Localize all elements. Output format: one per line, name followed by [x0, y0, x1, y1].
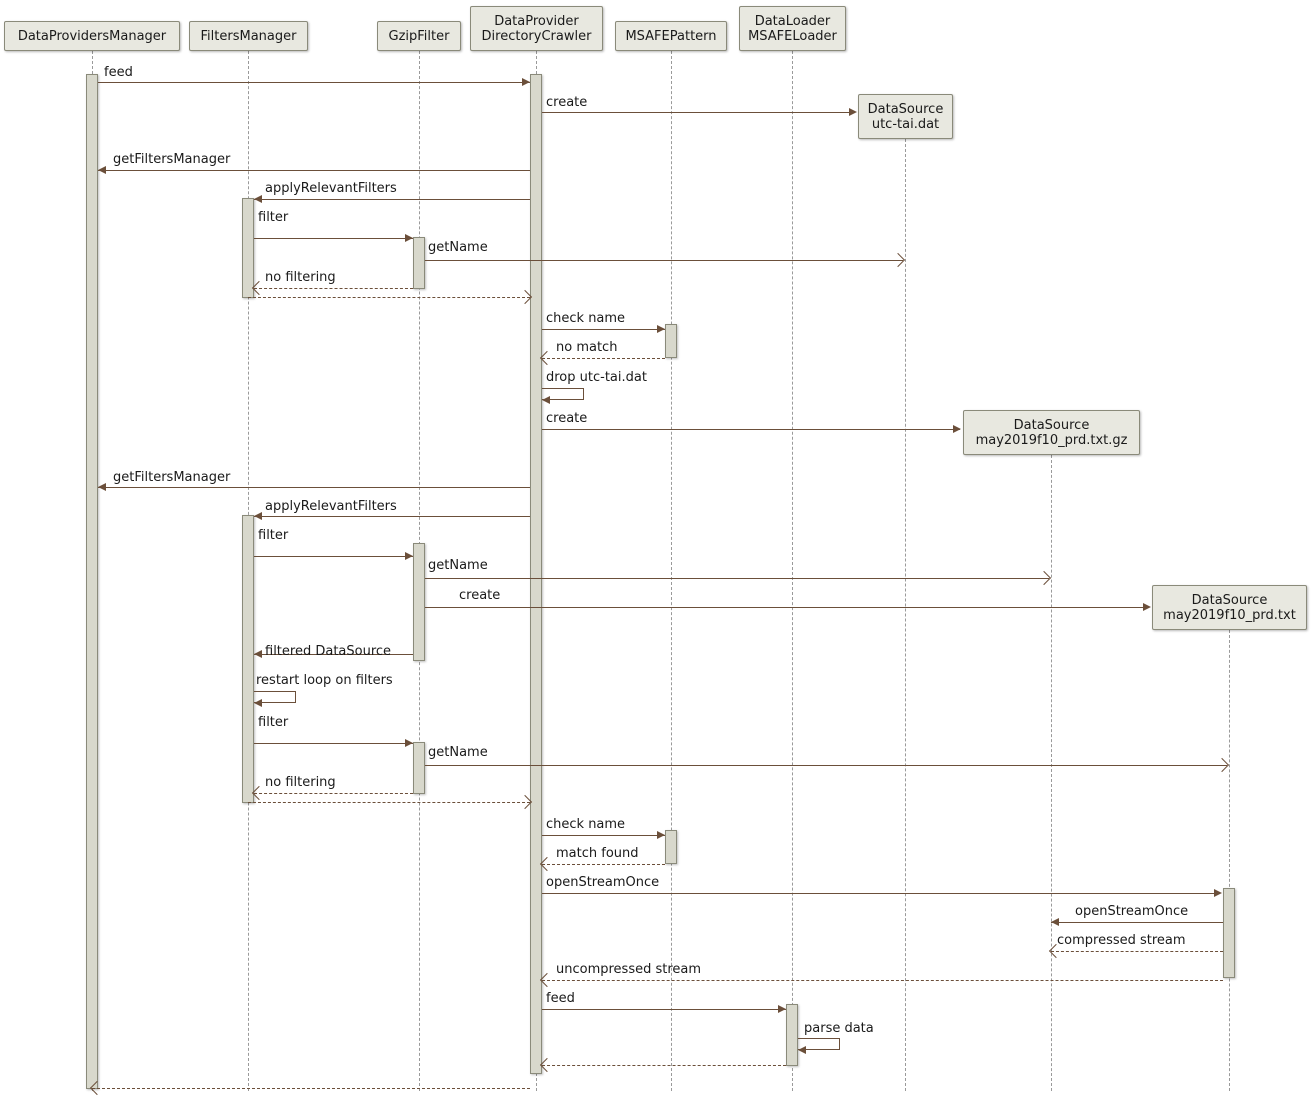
message-line: [542, 1065, 786, 1066]
participant-label-line1: DataProvider: [494, 13, 579, 29]
message-label: restart loop on filters: [256, 673, 393, 688]
arrow-head: [254, 650, 262, 658]
arrow-head: [252, 786, 266, 800]
activation-bar: [786, 1004, 798, 1066]
message-label: feed: [546, 991, 575, 1006]
message-line: [254, 238, 413, 239]
participant-label: DataProvidersManager: [17, 28, 167, 44]
message-line: [254, 556, 413, 557]
message-line: [425, 765, 1227, 766]
lifeline-loader: [792, 51, 793, 1091]
message-label: getFiltersManager: [113, 152, 231, 167]
message-line: [248, 297, 530, 298]
message-label: create: [546, 95, 588, 110]
message-label: applyRelevantFilters: [265, 499, 397, 514]
message-line: [1051, 922, 1223, 923]
message-label: create: [546, 411, 588, 426]
message-line: [542, 864, 665, 865]
message-label: getName: [428, 745, 488, 760]
message-label: filter: [258, 715, 289, 730]
message-label: compressed stream: [1057, 933, 1186, 948]
message-line: [98, 82, 530, 83]
message-label: applyRelevantFilters: [265, 181, 397, 196]
participant-datasource-prd-gz[interactable]: [963, 410, 1140, 455]
activation-bar: [665, 830, 677, 864]
arrow-head: [254, 512, 262, 520]
participant-label-line2: may2019f10_prd.txt.gz: [975, 432, 1128, 448]
message-label: getName: [428, 240, 488, 255]
participant-filtersmanager[interactable]: [189, 21, 308, 51]
arrow-head: [522, 78, 530, 86]
arrow-head: [891, 253, 905, 267]
activation-bar: [86, 74, 98, 1089]
activation-bar: [530, 74, 542, 1074]
arrow-head: [98, 166, 106, 174]
arrow-head: [542, 396, 550, 404]
arrow-head: [1215, 758, 1229, 772]
participant-dataloader-msafeloader[interactable]: [739, 6, 846, 51]
message-label: getName: [428, 558, 488, 573]
message-label: no filtering: [265, 270, 336, 285]
arrow-head: [540, 973, 554, 987]
arrow-head: [405, 552, 413, 560]
participant-label-line2: utc-tai.dat: [871, 116, 940, 132]
message-line: [542, 835, 665, 836]
message-label: drop utc-tai.dat: [546, 370, 647, 385]
message-line: [542, 329, 665, 330]
participant-label-line2: DirectoryCrawler: [481, 28, 592, 44]
lifeline-msafe: [671, 51, 672, 1091]
message-label: no match: [556, 340, 618, 355]
arrow-head: [1143, 603, 1151, 611]
message-label: openStreamOnce: [1075, 904, 1189, 919]
arrow-head: [1214, 889, 1222, 897]
arrow-head: [1051, 918, 1059, 926]
participant-msafepattern[interactable]: [615, 21, 727, 51]
participant-label: FiltersManager: [200, 28, 297, 44]
message-label: filtered DataSource: [265, 644, 392, 659]
participant-label-line2: may2019f10_prd.txt: [1163, 607, 1296, 623]
arrow-head: [657, 831, 665, 839]
participant-datasource-utc-tai[interactable]: [858, 94, 953, 139]
message-line: [425, 607, 1149, 608]
message-line: [254, 288, 413, 289]
participant-label-line1: DataLoader: [754, 13, 831, 29]
message-line: [1051, 951, 1223, 952]
message-label: openStreamOnce: [546, 875, 660, 890]
participant-label-line1: DataSource: [1191, 592, 1268, 608]
activation-bar: [242, 515, 254, 803]
message-line: [92, 1088, 530, 1089]
activation-bar: [413, 543, 425, 661]
arrow-head: [252, 281, 266, 295]
message-label: check name: [546, 817, 626, 832]
message-line: [542, 1009, 786, 1010]
activation-bar: [242, 198, 254, 298]
participant-label-line2: MSAFELoader: [748, 28, 837, 44]
arrow-head: [254, 195, 262, 203]
message-line: [542, 429, 960, 430]
lifeline-ds1: [905, 139, 906, 1091]
message-label: create: [459, 588, 501, 603]
arrow-head: [540, 857, 554, 871]
message-line: [254, 516, 530, 517]
arrow-head: [540, 351, 554, 365]
arrow-head: [798, 1046, 806, 1054]
arrow-head: [405, 234, 413, 242]
participant-dataprovider-directorycrawler[interactable]: [470, 6, 603, 51]
message-line: [542, 112, 855, 113]
message-label: getFiltersManager: [113, 470, 231, 485]
message-line: [542, 980, 1223, 981]
message-label: parse data: [804, 1021, 874, 1036]
arrow-head: [405, 739, 413, 747]
message-line: [425, 578, 1049, 579]
message-label: match found: [556, 846, 639, 861]
activation-bar: [413, 237, 425, 289]
arrow-head: [778, 1005, 786, 1013]
message-line: [542, 358, 665, 359]
message-line: [98, 170, 530, 171]
participant-dataprovidersmanager[interactable]: [4, 21, 180, 51]
message-label: filter: [258, 210, 289, 225]
message-label: filter: [258, 528, 289, 543]
message-line: [425, 260, 903, 261]
activation-bar: [1223, 888, 1235, 978]
arrow-head: [657, 325, 665, 333]
participant-label-line1: DataSource: [867, 101, 944, 117]
participant-label: GzipFilter: [388, 28, 450, 44]
message-label: feed: [104, 65, 133, 80]
message-label: check name: [546, 311, 626, 326]
message-line: [254, 793, 413, 794]
participant-label: MSAFEPattern: [625, 28, 717, 44]
lifeline-ds2: [1051, 455, 1052, 1091]
arrow-head: [953, 425, 961, 433]
lifeline-ds3: [1229, 630, 1230, 1091]
arrow-head: [254, 699, 262, 707]
message-line: [98, 487, 530, 488]
message-label: uncompressed stream: [556, 962, 702, 977]
participant-datasource-prd-txt[interactable]: [1152, 585, 1307, 630]
message-line: [254, 743, 413, 744]
participant-gzipfilter[interactable]: [377, 21, 461, 51]
message-line: [542, 893, 1220, 894]
message-line: [248, 802, 530, 803]
arrow-head: [1037, 571, 1051, 585]
activation-bar: [413, 742, 425, 794]
activation-bar: [665, 324, 677, 358]
message-line: [254, 199, 530, 200]
arrow-head: [540, 1058, 554, 1072]
arrow-head: [849, 108, 857, 116]
message-label: no filtering: [265, 775, 336, 790]
participant-label-line1: DataSource: [1013, 417, 1090, 433]
arrow-head: [98, 483, 106, 491]
